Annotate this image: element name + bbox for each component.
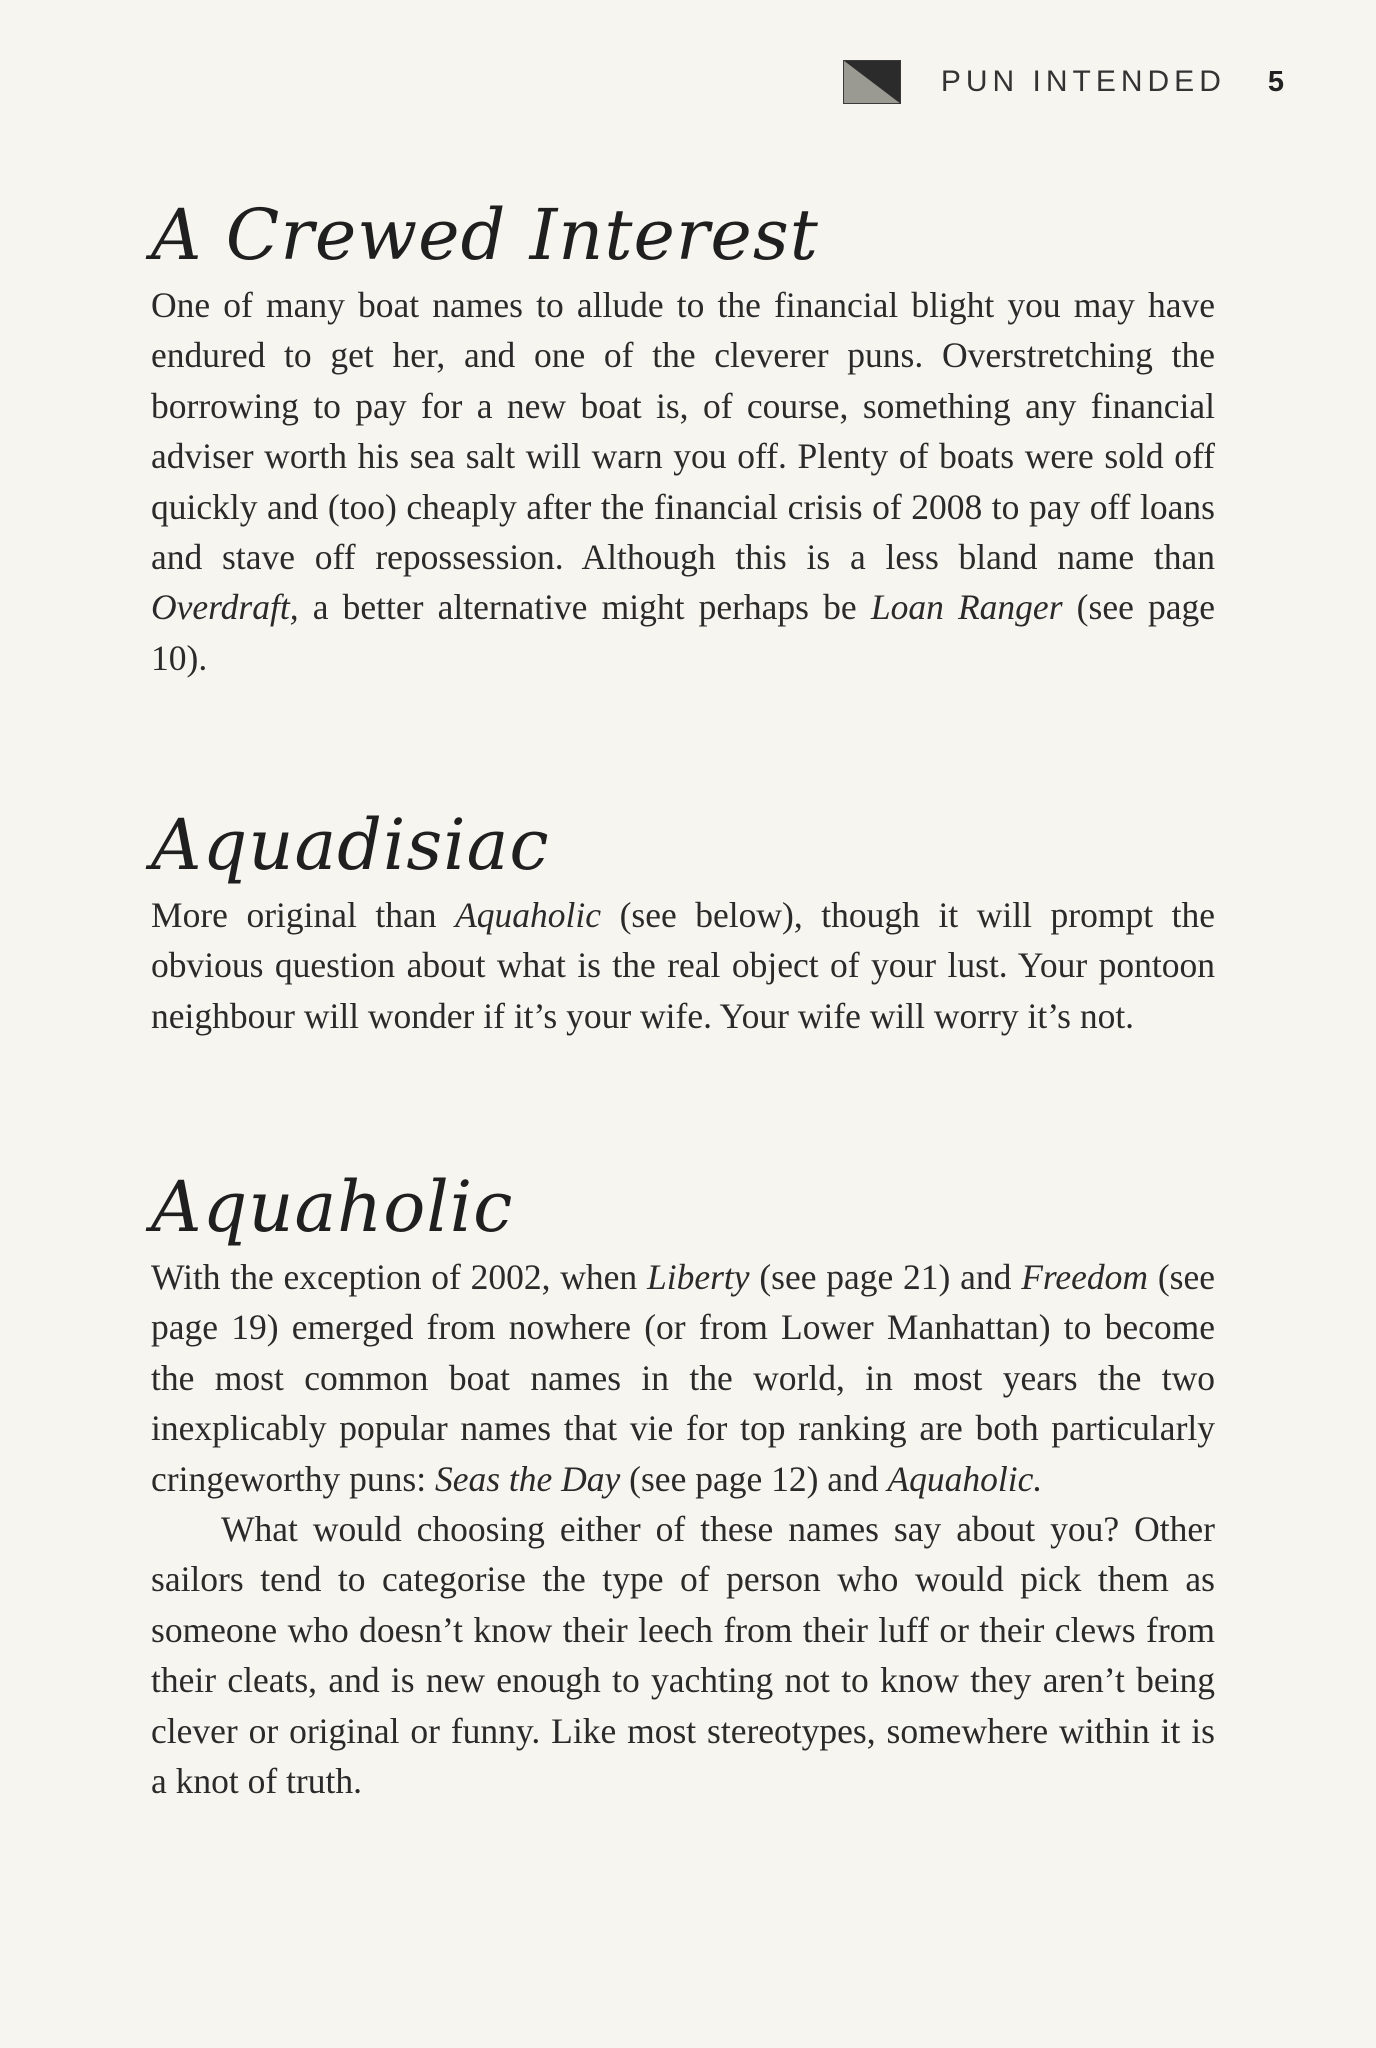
- running-head: [843, 58, 1284, 106]
- text-run: One of many boat names to allude to the financial blight you may have endured to get her, and one of the cleverer puns. Overstretching the borrowing to pay for a new boat is, of course, something any financial adviser worth his sea salt will warn you off. Plenty of boats were sold off quickly and (too) cheaply after the financial crisis of 2008 to pay off loans and stave off repossession. Although this is a less bland name than: [151, 285, 1215, 578]
- italic-boat-name: Loan Ranger: [870, 587, 1063, 628]
- italic-boat-name: Seas the Day: [434, 1458, 621, 1499]
- entry-aquadisiac: [151, 800, 1215, 1041]
- entry-body: [151, 1252, 1215, 1806]
- nautical-signal-flag-icon: [843, 60, 901, 104]
- text-run: (see below), though it will prompt the obvious question about what is the real object of your lust. Your pontoon neighbour will wonder if it’s your wife. Your wife will worry it’s not.: [151, 895, 1216, 1036]
- entry-paragraph: [151, 1504, 1215, 1806]
- text-run: (see page 12) and: [620, 1458, 888, 1499]
- entry-paragraph: [151, 1252, 1215, 1504]
- text-run: What would choosing either of these names say about you? Other sailors tend to categorise the type of person who would pick them as someone who doesn’t know their leech from their luff or their clews from their cleats, and is new enough to yachting not to know they aren’t being clever or original or funny. Like most stereotypes, somewhere within it is a knot of truth.: [151, 1509, 1215, 1802]
- entry-title: Aquaholic: [151, 1166, 514, 1248]
- italic-boat-name: Aquaholic.: [887, 1458, 1043, 1499]
- text-run: (see page 21) and: [749, 1257, 1022, 1297]
- entry-paragraph: [151, 280, 1215, 683]
- italic-boat-name: Liberty: [646, 1257, 750, 1297]
- text-run: More original than: [151, 895, 456, 935]
- italic-boat-name: Aquaholic: [455, 895, 602, 935]
- entry-aquaholic: [151, 1162, 1215, 1806]
- entry-title: Aquadisiac: [151, 804, 550, 886]
- text-run: With the exception of 2002, when: [151, 1257, 647, 1297]
- entry-title: A Crewed Interest: [151, 194, 819, 276]
- italic-boat-name: Overdraft,: [151, 587, 299, 628]
- entry-a-crewed-interest: [151, 190, 1215, 683]
- text-run: (see page 10).: [151, 587, 1216, 678]
- italic-boat-name: Freedom: [1021, 1257, 1149, 1297]
- text-run: (see page 19) emerged from nowhere (or from Lower Manhattan) to become the most common boat names in the world, in most years the two inexplicably popular names that vie for top ranking are both particularly cringeworthy puns:: [151, 1257, 1215, 1499]
- entry-body: [151, 890, 1215, 1041]
- entry-paragraph: [151, 890, 1215, 1041]
- text-run: a better alternative might perhaps be: [298, 587, 871, 628]
- page-number: 5: [1267, 65, 1284, 98]
- entry-body: [151, 280, 1215, 683]
- running-title: PUN INTENDED: [940, 65, 1226, 98]
